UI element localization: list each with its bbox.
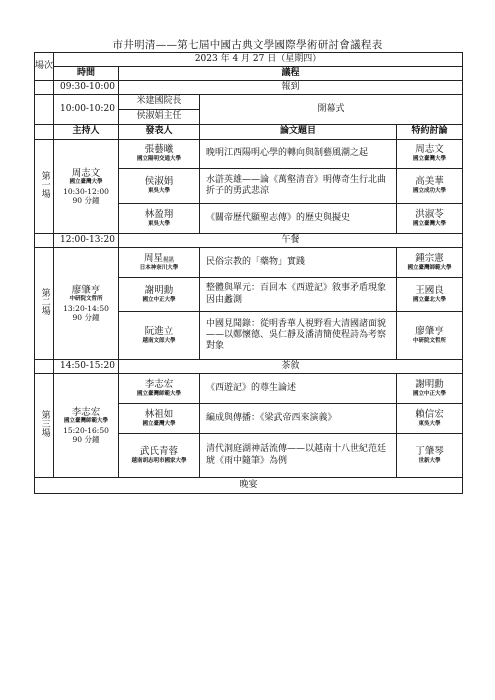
session-name: 第三場 — [39, 409, 50, 437]
presenter-cell — [119, 248, 200, 278]
presenter-name: 李志宏 — [144, 378, 174, 390]
host-affiliation: 國立臺灣大學 — [69, 179, 103, 186]
lunch-label: 午餐 — [119, 234, 463, 248]
paper-title: 民俗宗教的「藥物」實踐 — [200, 248, 397, 278]
discussant-cell — [397, 140, 463, 169]
presenter-affiliation: 越南胡志明市國家大學 — [131, 457, 187, 464]
opening-time: 10:00-10:20 — [54, 95, 119, 125]
presenter-name: 武氏青蓉 — [139, 445, 178, 457]
presenter-name: 周星 — [143, 252, 163, 264]
discussant-name: 謝明勳 — [415, 378, 444, 390]
discussant-affiliation: 國立中正大學 — [413, 390, 447, 397]
discussant-affiliation: 中研院文哲所 — [413, 337, 447, 344]
paper-title: 《西遊記》的尊生論述 — [200, 374, 397, 404]
blank-cell — [35, 81, 54, 95]
page-title: 市井明清——第七屆中國古典文學國際學術研討會議程表 — [112, 39, 383, 51]
video-badge: 視訊 — [163, 256, 175, 263]
opening-speaker: 米建國院長 — [119, 95, 199, 110]
lunch-time: 12:00-13:20 — [54, 234, 119, 248]
host-column-header: 主持人 — [54, 125, 119, 140]
host-name: 李志宏 — [71, 406, 101, 418]
presenter-affiliation: 國立臺灣大學 — [142, 420, 176, 427]
paper-title: 晚明江西陽明心學的轉向與制藝風潮之起 — [200, 140, 397, 169]
presenter-cell — [119, 404, 200, 434]
host-affiliation: 中研院文哲所 — [69, 296, 103, 303]
discussant-cell — [397, 278, 463, 312]
session-duration: 90 分鐘 — [72, 435, 100, 444]
discussant-cell — [397, 374, 463, 404]
discussant-affiliation: 國立臺灣師範大學 — [407, 264, 452, 271]
blank-cell — [35, 95, 54, 125]
presenter-cell — [119, 140, 200, 169]
discussant-name: 洪淑苓 — [415, 208, 444, 220]
discussant-affiliation: 國立臺灣大學 — [413, 220, 447, 227]
session-name: 第二場 — [39, 287, 50, 315]
session-time: 10:30-12:00 — [63, 186, 109, 196]
blank-cell — [35, 125, 54, 140]
presenter-cell — [119, 169, 200, 204]
paper-title: 水滸英雄——論《萬壑清音》明傳奇生行北曲折子的勇武悲涼 — [200, 169, 397, 204]
presenter-affiliation: 國立臺灣師範大學 — [136, 390, 181, 397]
opening-speaker: 侯淑娟主任 — [136, 111, 182, 122]
discussant-name: 丁肇琴 — [415, 445, 444, 457]
discussant-cell — [397, 169, 463, 204]
presenter-affiliation: 國立陽明交通大學 — [136, 156, 181, 163]
session-duration: 90 分鐘 — [72, 196, 100, 205]
date-header: 2023 年 4 月 27 日（星期四） — [54, 53, 463, 67]
discussant-affiliation: 國立臺北大學 — [413, 296, 447, 303]
presenter-cell — [119, 312, 200, 360]
session-column-header: 場次 — [35, 53, 54, 81]
discussant-cell — [397, 404, 463, 434]
discussant-cell — [397, 204, 463, 234]
presenter-affiliation: 國立中正大學 — [142, 296, 176, 303]
discussant-name: 高美華 — [415, 176, 444, 188]
discussant-name: 鍾宗憲 — [415, 252, 444, 264]
paper-title: 編成與傳播：《梁武帝西來演義》 — [200, 404, 397, 434]
session-name: 第一場 — [39, 170, 50, 198]
paper-title: 《關帝歷代顯聖志傳》的歷史與擬史 — [200, 204, 397, 234]
presenter-affiliation: 日本神奈川大學 — [139, 264, 179, 271]
discussant-name: 王國良 — [415, 284, 444, 296]
host-name: 周志文 — [71, 167, 101, 179]
discussant-cell — [397, 434, 463, 478]
discussant-affiliation: 世新大學 — [418, 457, 441, 464]
topic-column-header: 論文題目 — [200, 125, 397, 140]
discussant-column-header: 特約討論 — [397, 125, 463, 140]
session-label — [35, 248, 54, 360]
presenter-cell — [119, 278, 200, 312]
paper-title: 清代洞庭湖神話流傳——以越南十八世紀范廷琥《雨中隨筆》為例 — [200, 434, 397, 478]
presenter-column-header: 發表人 — [119, 125, 200, 140]
presenter-affiliation: 越南文郎大學 — [142, 337, 176, 344]
time-column-header: 時間 — [54, 67, 119, 81]
registration-label: 報到 — [119, 81, 463, 95]
session-label — [35, 374, 54, 478]
discussant-name: 周志文 — [415, 144, 444, 156]
blank-cell — [35, 234, 54, 248]
session-host — [54, 248, 119, 360]
presenter-affiliation: 東吳大學 — [147, 188, 170, 195]
session-label — [35, 140, 54, 234]
discussant-cell — [397, 248, 463, 278]
session-host — [54, 374, 119, 478]
schedule-table — [34, 52, 463, 494]
blank-cell — [35, 360, 54, 374]
presenter-name: 林祖如 — [144, 408, 174, 420]
presenter-name: 阮進立 — [144, 325, 174, 337]
tea-time: 14:50-15:20 — [54, 360, 119, 374]
presenter-name: 林盈翔 — [144, 208, 174, 220]
presenter-cell — [119, 434, 200, 478]
dinner-label: 晚宴 — [35, 478, 463, 494]
presenter-name: 侯淑娟 — [144, 176, 174, 188]
presenter-name: 張藝曦 — [144, 144, 174, 156]
discussant-cell — [397, 312, 463, 360]
session-time: 15:20-16:50 — [63, 425, 109, 435]
presenter-name: 謝明勳 — [144, 284, 174, 296]
paper-title: 中國見聞錄：從明香華人視野看大清國諸面貌——以鄭懷德、吳仁靜及潘清簡使程詩為考察對象 — [200, 312, 397, 360]
discussant-name: 賴信宏 — [415, 408, 444, 420]
presenter-affiliation: 東吳大學 — [147, 220, 170, 227]
host-affiliation: 國立臺灣師範大學 — [63, 418, 108, 425]
agenda-column-header: 議程 — [119, 67, 463, 81]
session-time: 13:20-14:50 — [63, 303, 109, 313]
session-host — [54, 140, 119, 234]
opening-label: 開幕式 — [200, 95, 463, 125]
tea-label: 茶敘 — [119, 360, 463, 374]
session-duration: 90 分鐘 — [72, 313, 100, 322]
presenter-cell — [119, 374, 200, 404]
discussant-name: 廖肇亨 — [415, 325, 444, 337]
discussant-affiliation: 國立成功大學 — [413, 188, 447, 195]
discussant-affiliation: 國立臺灣大學 — [413, 156, 447, 163]
registration-time: 09:30-10:00 — [54, 81, 119, 95]
presenter-cell — [119, 204, 200, 234]
paper-title: 整體與單元：百回本《西遊記》敘事矛盾現象因由蠡測 — [200, 278, 397, 312]
host-name: 廖肇亨 — [71, 284, 101, 296]
discussant-affiliation: 東吳大學 — [418, 420, 441, 427]
